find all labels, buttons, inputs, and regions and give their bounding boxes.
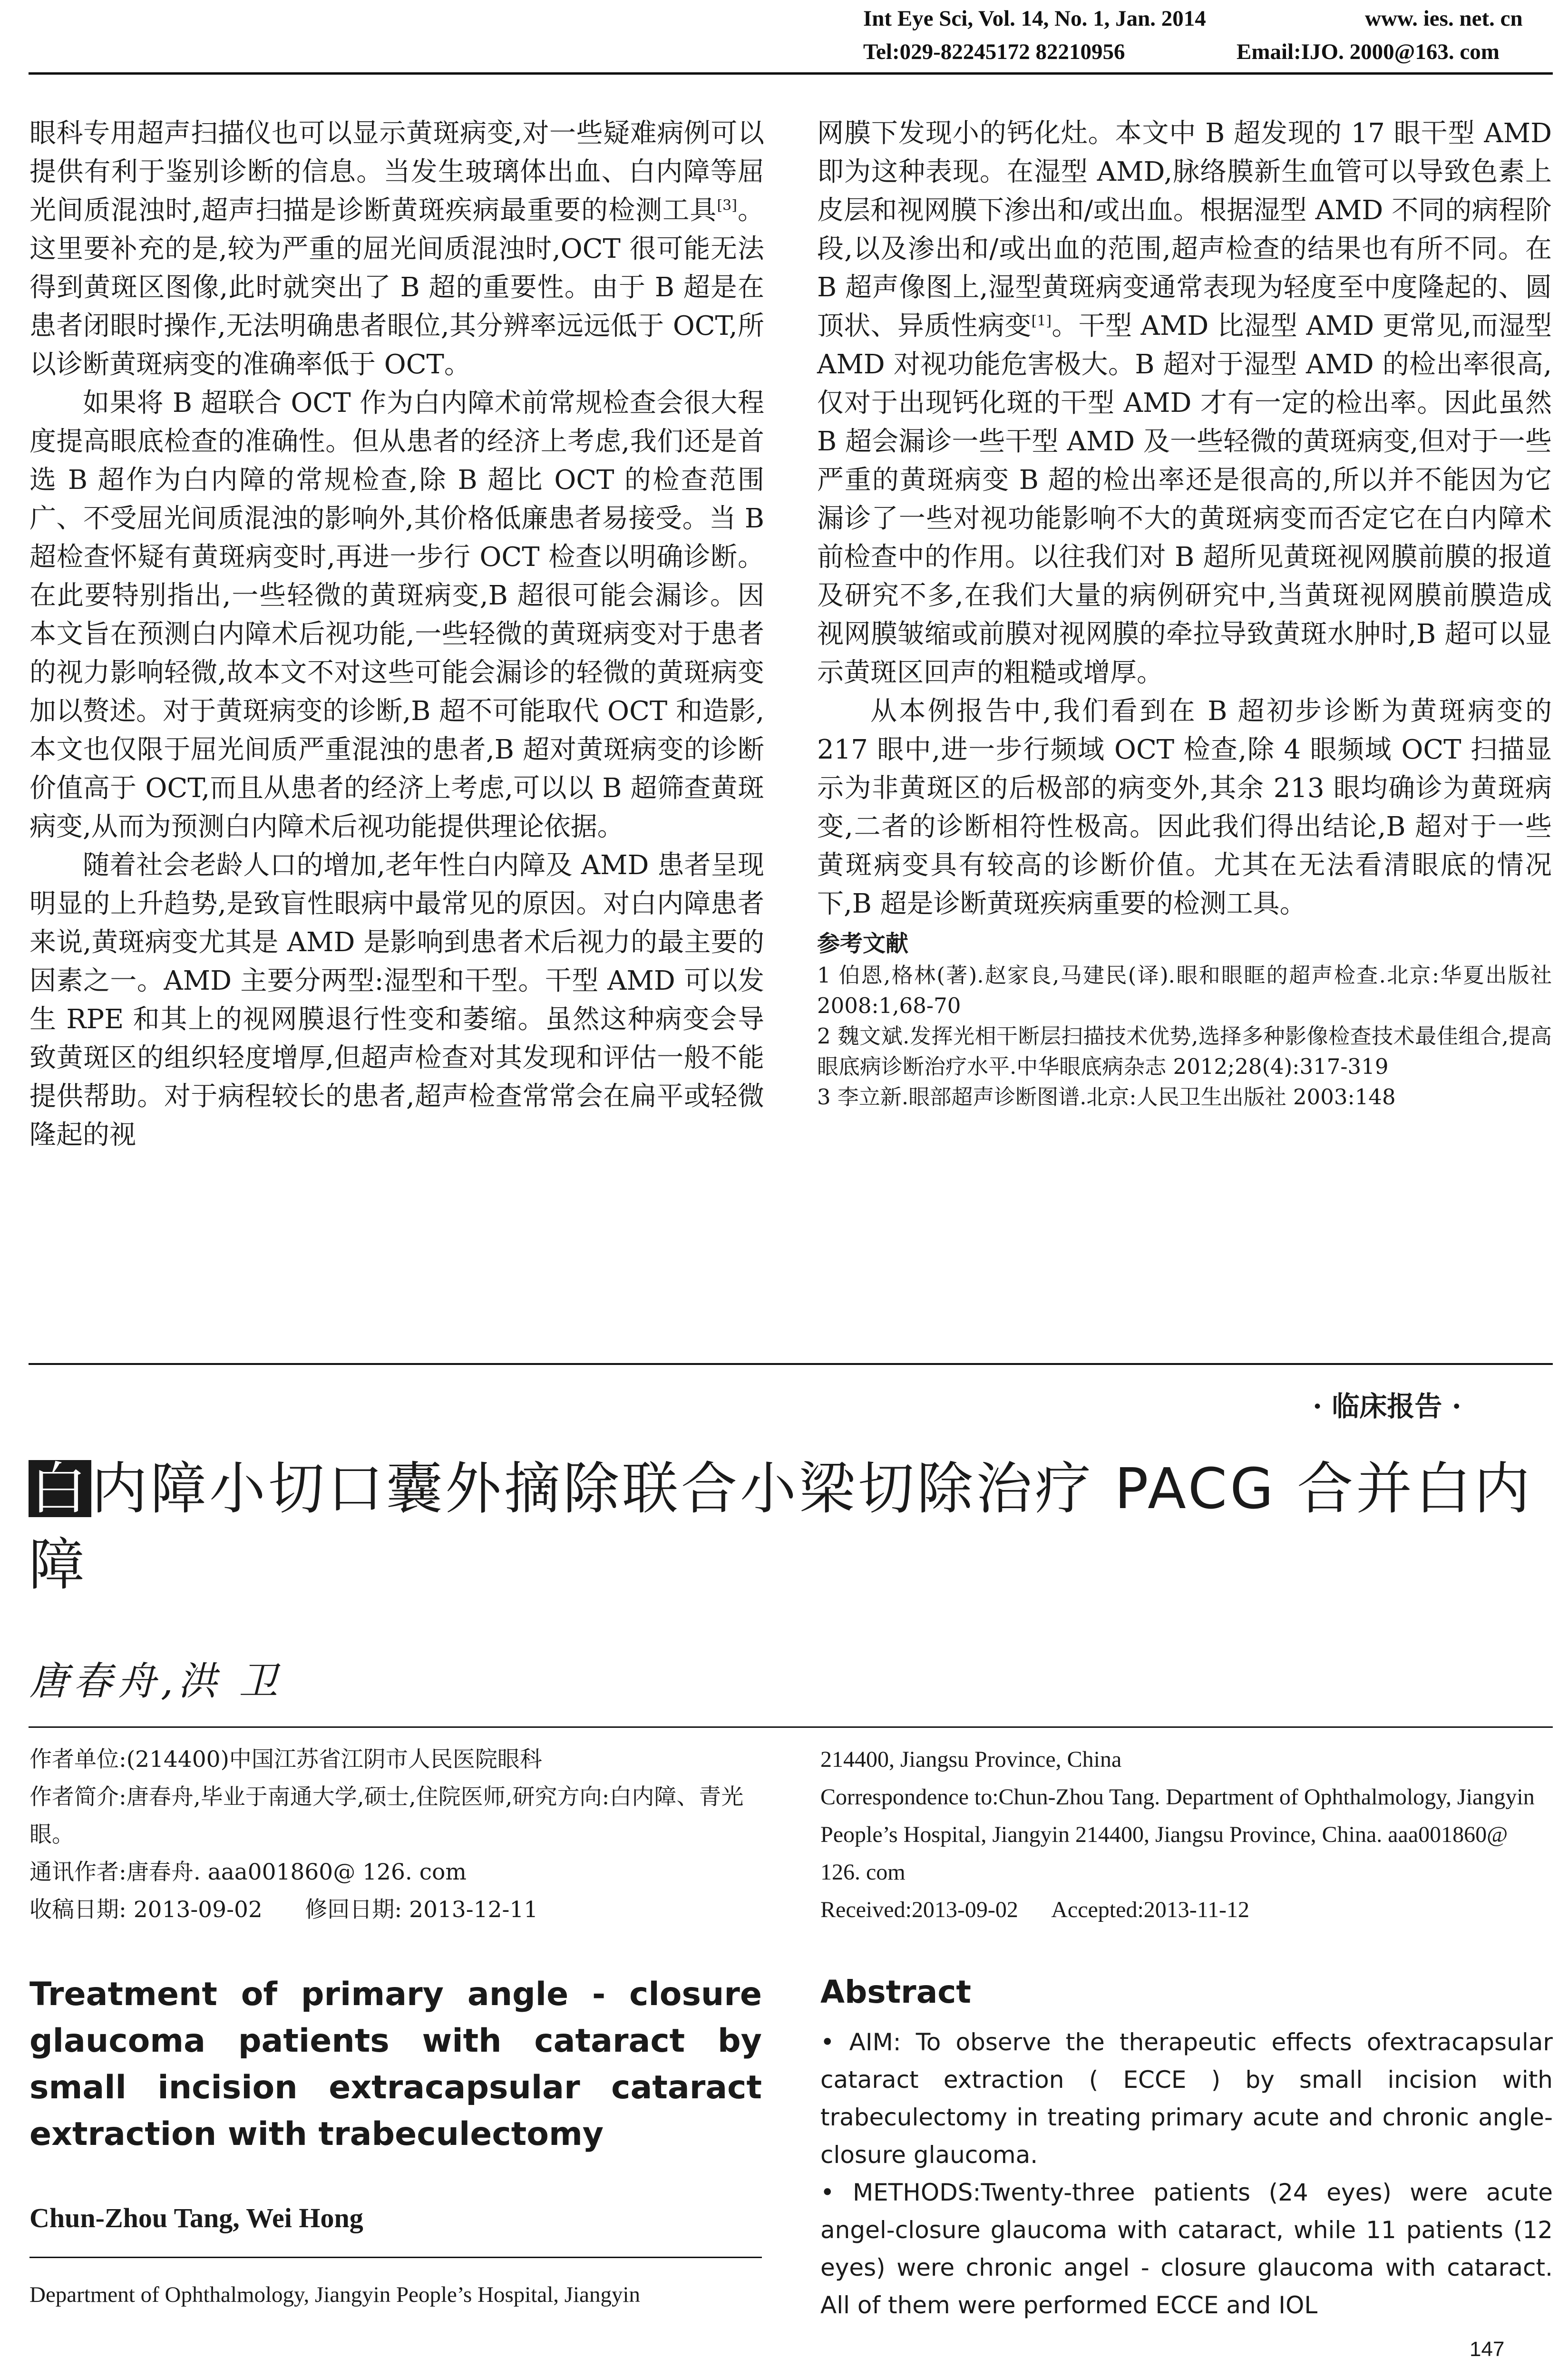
body-right-column — [817, 114, 1552, 1112]
reference-item: 1 伯恩,格林(著).赵家良,马建民(译).眼和眼眶的超声检查.北京:华夏出版社 2008:1,68-70 — [817, 963, 1552, 1018]
title-initial-box: 白 — [29, 1460, 91, 1517]
paragraph: 网膜下发现小的钙化灶。本文中 B 超发现的 17 眼干型 AMD 即为这种表现。在湿型 AMD,脉络膜新生血管可以导致色素上皮层和视网膜下渗出和/或出血。根据湿型 AMD 不同的病程阶段,以及渗出和/或出血的范围,超声检查的结果也有所不同。在 B 超声像图上,湿型黄斑病变通常表现为轻度至中度隆起的、圆顶状、异质性病变[1]。干型 AMD 比湿型 AMD 更常见,而湿型 AMD 对视功能危害极大。B 超对于湿型 AMD 的检出率很高,仅对于出现钙化斑的干型 AMD 才有一定的检出率。因此虽然 B 超会漏诊一些干型 AMD 及一些轻微的黄斑病变,但对于一些严重的黄斑病变 B 超的检出率还是很高的,所以并不能因为它漏诊了一些对视功能影响不大的黄斑病变而否定它在白内障术前检查中的作用。以往我们对 B 超所见黄斑视网膜前膜的报道及研究不多,在我们大量的病例研究中,当黄斑视网膜前膜造成视网膜皱缩或前膜对视网膜的牵拉导致黄斑水肿时,B 超可以显示黄斑区回声的粗糙或增厚。 — [817, 118, 1552, 688]
references-heading: 参考文献 — [817, 930, 909, 957]
journal-citation: Int Eye Sci, Vol. 14, No. 1, Jan. 2014 — [863, 6, 1206, 31]
english-title: Treatment of primary angle - closure glaucoma patients with cataract by small incision extracapsular cataract extraction with trabeculectomy — [29, 1976, 762, 2153]
english-authors: Chun-Zhou Tang, Wei Hong — [29, 2202, 363, 2233]
correspondence-en: Correspondence to:Chun-Zhou Tang. Department of Ophthalmology, Jiangyin People’s Hospital, Jiangyin 214400, Jiangsu Province, China. aaa001860@ 126. com — [820, 1784, 1535, 1885]
section-kicker: · 临床报告 · — [1313, 1390, 1461, 1422]
corresponding-author: 通讯作者:唐春舟. aaa001860@ 126. com — [29, 1859, 467, 1885]
reference-item: 3 李立新.眼部超声诊断图谱.北京:人民卫生出版社 2003:148 — [817, 1084, 1396, 1110]
article-title — [29, 1451, 1550, 1603]
title-text: 内障小切口囊外摘除联合小梁切除治疗 PACG 合并白内障 — [29, 1456, 1533, 1598]
author-info-right — [820, 1741, 1553, 1929]
abstract-methods: • METHODS:Twenty-three patients (24 eyes) were acute angel-closure glaucoma with cataract, while 11 patients (12 eyes) were chronic angel - closure glaucoma with cataract. All of them were performed ECCE and IOL — [820, 2179, 1553, 2319]
affil-rule — [29, 2257, 762, 2258]
header-rule — [29, 72, 1553, 75]
paragraph: 如果将 B 超联合 OCT 作为白内障术前常规检查会很大程度提高眼底检查的准确性。但从患者的经济上考虑,我们还是首选 B 超作为白内障的常规检查,除 B 超比 OCT 的检查范围广、不受屈光间质混浊的影响外,其价格低廉患者易接受。当 B 超检查怀疑有黄斑病变时,再进一步行 OCT 检查以明确诊断。在此要特别指出,一些轻微的黄斑病变,B 超很可能会漏诊。因本文旨在预测白内障术后视功能,一些轻微的黄斑病变对于患者的视力影响轻微,故本文不对这些可能会漏诊的轻微的黄斑病变加以赘述。对于黄斑病变的诊断,B 超不可能取代 OCT 和造影,本文也仅限于屈光间质严重混浊的患者,B 超对黄斑病变的诊断价值高于 OCT,而且从患者的经济上考虑,可以以 B 超筛查黄斑病变,从而为预测白内障术后视功能提供理论依据。 — [29, 388, 764, 842]
citation-marker: [1] — [1031, 312, 1052, 330]
page-number: 147 — [1470, 2338, 1505, 2361]
paragraph: 从本例报告中,我们看到在 B 超初步诊断为黄斑病变的 217 眼中,进一步行频域 OCT 检查,除 4 眼频域 OCT 扫描显示为非黄斑区的后极部的病变外,其余 213 眼均确诊为黄斑病变,二者的诊断相符性极高。因此我们得出结论,B 超对于一些黄斑病变具有较高的诊断价值。尤其在无法看清眼底的情况下,B 超是诊断黄斑疾病重要的检测工具。 — [817, 696, 1552, 919]
dates-zh: 收稿日期: 2013-09-02 修回日期: 2013-12-11 — [29, 1897, 538, 1923]
paragraph: 眼科专用超声扫描仪也可以显示黄斑病变,对一些疑难病例可以提供有利于鉴别诊断的信息。当发生玻璃体出血、白内障等屈光间质混浊时,超声扫描是诊断黄斑疾病最重要的检测工具[3]。这里要补充的是,较为严重的屈光间质混浊时,OCT 很可能无法得到黄斑区图像,此时就突出了 B 超的重要性。由于 B 超是在患者闭眼时操作,无法明确患者眼位,其分辨率远远低于 OCT,所以诊断黄斑病变的准确率低于 OCT。 — [29, 118, 764, 380]
affiliation-en-cont: 214400, Jiangsu Province, China — [820, 1747, 1122, 1772]
abstract-heading: Abstract — [820, 1974, 971, 2010]
abstract-body — [820, 2024, 1553, 2324]
english-department: Department of Ophthalmology, Jiangyin People’s Hospital, Jiangyin — [29, 2282, 641, 2307]
affiliation: 作者单位:(214400)中国江苏省江阴市人民医院眼科 — [29, 1746, 542, 1773]
journal-email: Email:IJO. 2000@163. com — [1237, 39, 1500, 64]
author-rule — [29, 1726, 1553, 1728]
paragraph: 随着社会老龄人口的增加,老年性白内障及 AMD 患者呈现明显的上升趋势,是致盲性眼病中最常见的原因。对白内障患者来说,黄斑病变尤其是 AMD 是影响到患者术后视力的最主要的因素之一。AMD 主要分两型:湿型和干型。干型 AMD 可以发生 RPE 和其上的视网膜退行性变和萎缩。虽然这种病变会导致黄斑区的组织轻度增厚,但超声检查对其发现和评估一般不能提供帮助。对于病程较长的患者,超声检查常常会在扁平或轻微隆起的视 — [29, 850, 764, 1150]
authors-zh: 唐春舟,洪 卫 — [29, 1659, 283, 1704]
citation-marker: [3] — [717, 197, 737, 214]
body-left-column — [29, 114, 764, 1154]
reference-item: 2 魏文斌.发挥光相干断层扫描技术优势,选择多种影像检查技术最佳组合,提高眼底病诊断治疗水平.中华眼底病杂志 2012;28(4):317-319 — [817, 1023, 1552, 1079]
journal-website: www. ies. net. cn — [1365, 6, 1523, 31]
journal-tel: Tel:029-82245172 82210956 — [863, 39, 1125, 64]
dates-en: Received:2013-09-02 Accepted:2013-11-12 — [820, 1897, 1249, 1922]
section-rule — [29, 1363, 1553, 1365]
abstract-aim: • AIM: To observe the therapeutic effects ofextracapsular cataract extraction ( ECCE ) by small incision with trabeculectomy in treating primary acute and chronic angle-closure glaucoma. — [820, 2028, 1553, 2169]
author-bio: 作者简介:唐春舟,毕业于南通大学,硕士,住院医师,研究方向:白内障、青光眼。 — [29, 1784, 744, 1848]
author-info-left — [29, 1741, 767, 1929]
